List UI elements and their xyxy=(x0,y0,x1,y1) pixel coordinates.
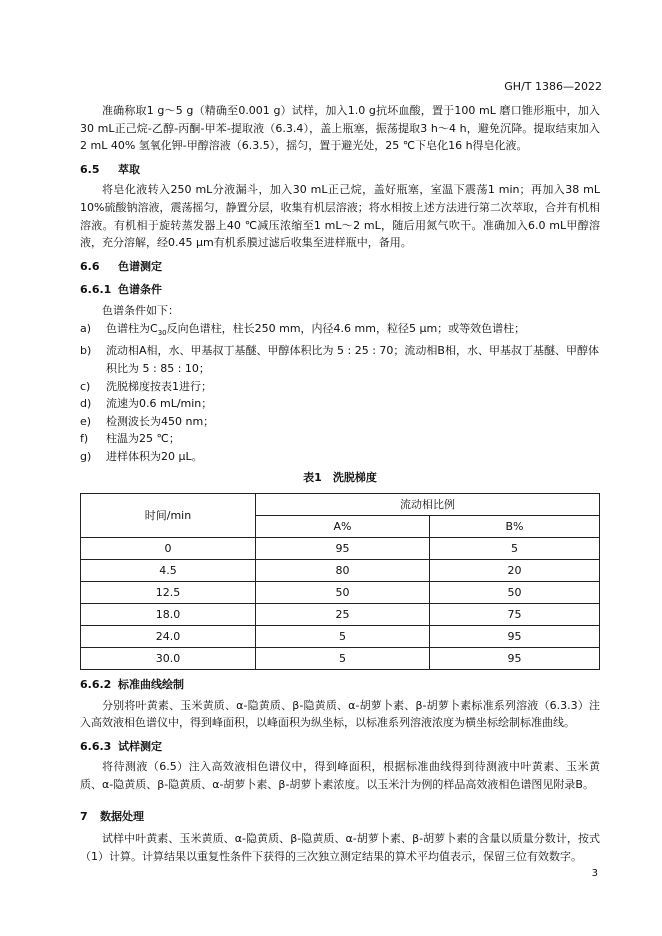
section-6-6-heading xyxy=(80,258,600,276)
table-row xyxy=(81,626,600,648)
section-number: 6.6 xyxy=(80,259,100,273)
paragraph-extraction: 将皂化液转入250 mL分液漏斗，加入30 mL正己烷，盖好瓶塞，室温下震荡1 min；再加入38 mL 10%硫酸钠溶液，震荡摇匀，静置分层，收集有机层溶液；将水相按上述方法进行第二次萃取，合并有机相溶液。有机相于旋转蒸发器上40 ℃减压浓缩至1 mL～2 mL，随后用氮气吹干。准确加入6.0 mL甲醇溶液，充分溶解，经0.45 μm有机系膜过滤后收集至进样瓶中，备用。 xyxy=(80,183,600,250)
list-text: 检测波长为450 nm； xyxy=(106,414,215,428)
paragraph-sample-determination: 将待测液（6.5）注入高效液相色谱仪中，得到峰面积，根据标准曲线得到待测液中叶黄素、玉米黄质、α-隐黄质、β-隐黄质、α-胡萝卜素、β-胡萝卜素浓度。以玉米汁为例的样品高效液相色谱图见附录B。 xyxy=(80,760,600,792)
cell-b: 95 xyxy=(430,626,600,648)
header-a: A% xyxy=(256,516,430,538)
list-text: 流动相A相，水、甲基叔丁基醚、甲醇体积比为 5 : 25 : 70；流动相B相，水、甲基叔丁基醚、甲醇体积比为 5 : 85 : 10； xyxy=(106,344,599,375)
header-mobile-phase: 流动相比例 xyxy=(256,494,600,516)
table-header-row xyxy=(81,494,600,516)
conditions-intro: 色谱条件如下： xyxy=(102,303,179,317)
list-item xyxy=(80,448,600,466)
section-6-6-3-heading xyxy=(80,738,600,756)
list-item xyxy=(80,320,600,343)
list-marker: f) xyxy=(80,432,89,446)
list-marker: e) xyxy=(80,414,92,428)
document-body xyxy=(80,102,600,865)
cell-time: 0 xyxy=(81,538,256,560)
table-row xyxy=(81,582,600,604)
page-number: 3 xyxy=(591,868,598,879)
conditions-list xyxy=(80,320,600,466)
cell-time: 30.0 xyxy=(81,648,256,670)
list-marker: d) xyxy=(80,397,92,411)
header-b: B% xyxy=(430,516,600,538)
section-7-heading xyxy=(80,808,600,826)
table-row xyxy=(81,604,600,626)
paragraph-data-processing: 试样中叶黄素、玉米黄质、α-隐黄质、β-隐黄质、α-胡萝卜素、β-胡萝卜素的含量以质量分数计，按式（1）计算。计算结果以重复性条件下获得的三次独立测定结果的算术平均值表示，保留三位有效数字。 xyxy=(80,832,600,863)
standard-number: GH/T 1386—2022 xyxy=(504,80,602,93)
section-number: 7 xyxy=(80,809,88,823)
list-marker: c) xyxy=(80,379,91,393)
section-title: 色谱测定 xyxy=(118,259,162,273)
cell-time: 12.5 xyxy=(81,582,256,604)
list-text: 色谱柱为$C_{30}$反向色谱柱，柱长250 mm，内径4.6 mm，粒径5 μm；或等效色谱柱； xyxy=(106,321,526,337)
section-6-5-heading xyxy=(80,161,600,179)
list-item xyxy=(80,430,600,448)
cell-a: 50 xyxy=(256,582,430,604)
section-title: 数据处理 xyxy=(100,809,144,823)
cell-time: 4.5 xyxy=(81,560,256,582)
cell-a: 5 xyxy=(256,626,430,648)
section-title: 萃取 xyxy=(118,162,140,176)
list-marker: a) xyxy=(80,321,92,335)
cell-a: 5 xyxy=(256,648,430,670)
section-number: 6.5 xyxy=(80,162,100,176)
section-number: 6.6.3 xyxy=(80,739,112,753)
section-6-6-2-heading xyxy=(80,676,600,694)
gradient-table xyxy=(80,493,600,670)
cell-time: 18.0 xyxy=(81,604,256,626)
table-title: 表1 洗脱梯度 xyxy=(303,471,377,485)
cell-b: 50 xyxy=(430,582,600,604)
table-row xyxy=(81,648,600,670)
paragraph-standard-curve: 分别将叶黄素、玉米黄质、α-隐黄质、β-隐黄质、α-胡萝卜素、β-胡萝卜素标准系列溶液（6.3.3）注入高效液相色谱仪中，得到峰面积，以峰面积为纵坐标，以标准系列溶液浓度为横坐标绘制标准曲线。 xyxy=(80,698,600,730)
list-item xyxy=(80,378,600,396)
section-title: 标准曲线绘制 xyxy=(118,678,184,692)
list-marker: b) xyxy=(80,344,92,358)
cell-b: 20 xyxy=(430,560,600,582)
cell-a: 25 xyxy=(256,604,430,626)
section-number: 6.6.1 xyxy=(80,283,112,297)
paragraph-saponification: 准确称取1 g～5 g（精确至0.001 g）试样，加入1.0 g抗坏血酸，置于100 mL 磨口锥形瓶中，加入30 mL正己烷-乙醇-丙酮-甲苯-提取液（6.3.4），盖上瓶塞，振荡提取3 h～4 h，避免沉降。提取结束加入2 mL 40% 氢氧化钾-甲醇溶液（6.3.5），摇匀，置于避光处，25 ℃下皂化16 h得皂化液。 xyxy=(80,104,600,153)
section-title: 色谱条件 xyxy=(118,283,162,297)
table-row xyxy=(81,560,600,582)
cell-b: 95 xyxy=(430,648,600,670)
list-text: 洗脱梯度按表1进行； xyxy=(106,379,212,393)
list-marker: g) xyxy=(80,449,92,463)
section-title: 试样测定 xyxy=(118,739,162,753)
list-text: 流速为0.6 mL/min； xyxy=(106,397,213,411)
section-number: 6.6.2 xyxy=(80,678,112,692)
section-6-6-1-heading xyxy=(80,281,600,299)
list-item xyxy=(80,395,600,413)
cell-a: 95 xyxy=(256,538,430,560)
cell-a: 80 xyxy=(256,560,430,582)
cell-time: 24.0 xyxy=(81,626,256,648)
header-time: 时间/min xyxy=(81,494,256,538)
list-item xyxy=(80,342,600,377)
cell-b: 5 xyxy=(430,538,600,560)
list-text: 进样体积为20 μL。 xyxy=(106,449,203,463)
list-item xyxy=(80,413,600,431)
cell-b: 75 xyxy=(430,604,600,626)
list-text: 柱温为25 ℃； xyxy=(106,432,180,446)
table-row xyxy=(81,538,600,560)
